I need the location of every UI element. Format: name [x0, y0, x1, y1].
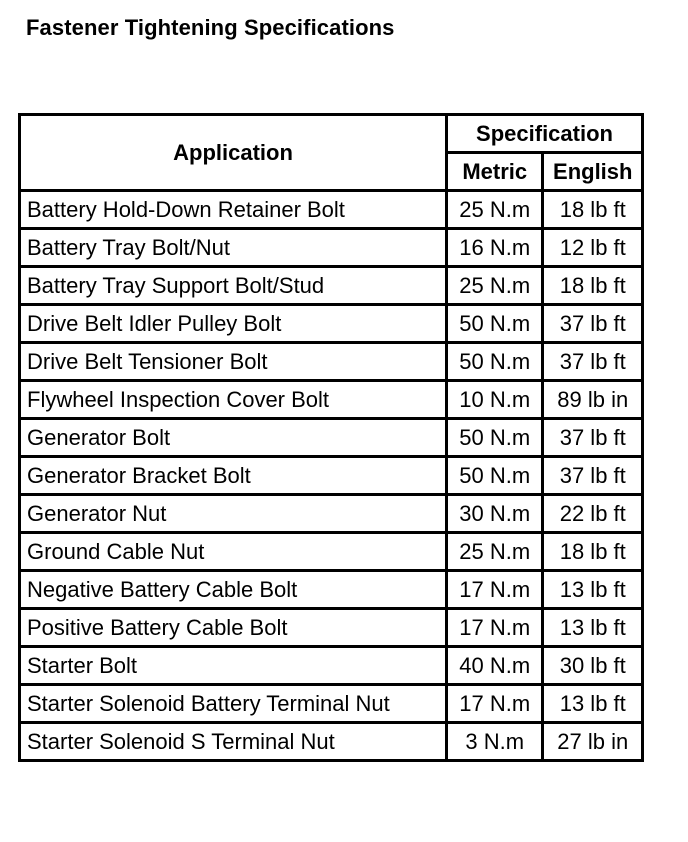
metric-cell: 16 N.m — [447, 229, 543, 267]
application-cell: Battery Hold-Down Retainer Bolt — [20, 191, 447, 229]
table-row — [20, 381, 643, 419]
table-row — [20, 419, 643, 457]
english-cell: 22 lb ft — [543, 495, 643, 533]
application-cell: Drive Belt Tensioner Bolt — [20, 343, 447, 381]
english-cell: 12 lb ft — [543, 229, 643, 267]
table-row — [20, 229, 643, 267]
application-cell: Generator Nut — [20, 495, 447, 533]
application-cell: Generator Bracket Bolt — [20, 457, 447, 495]
table-row — [20, 267, 643, 305]
english-cell: 18 lb ft — [543, 191, 643, 229]
metric-cell: 17 N.m — [447, 685, 543, 723]
english-cell: 18 lb ft — [543, 533, 643, 571]
english-cell: 30 lb ft — [543, 647, 643, 685]
metric-cell: 25 N.m — [447, 191, 543, 229]
application-cell: Negative Battery Cable Bolt — [20, 571, 447, 609]
fastener-spec-table — [18, 113, 644, 762]
english-cell: 37 lb ft — [543, 457, 643, 495]
table-row — [20, 457, 643, 495]
metric-cell: 50 N.m — [447, 343, 543, 381]
application-cell: Starter Solenoid S Terminal Nut — [20, 723, 447, 761]
metric-cell: 25 N.m — [447, 533, 543, 571]
application-cell: Battery Tray Support Bolt/Stud — [20, 267, 447, 305]
metric-cell: 50 N.m — [447, 305, 543, 343]
english-cell: 13 lb ft — [543, 609, 643, 647]
table-row — [20, 191, 643, 229]
metric-cell: 30 N.m — [447, 495, 543, 533]
header-english: English — [543, 153, 643, 191]
application-cell: Starter Solenoid Battery Terminal Nut — [20, 685, 447, 723]
application-cell: Ground Cable Nut — [20, 533, 447, 571]
english-cell: 89 lb in — [543, 381, 643, 419]
table-row — [20, 533, 643, 571]
metric-cell: 25 N.m — [447, 267, 543, 305]
table-row — [20, 305, 643, 343]
english-cell: 13 lb ft — [543, 571, 643, 609]
application-cell: Flywheel Inspection Cover Bolt — [20, 381, 447, 419]
application-cell: Positive Battery Cable Bolt — [20, 609, 447, 647]
english-cell: 27 lb in — [543, 723, 643, 761]
application-cell: Drive Belt Idler Pulley Bolt — [20, 305, 447, 343]
table-row — [20, 723, 643, 761]
metric-cell: 10 N.m — [447, 381, 543, 419]
english-cell: 13 lb ft — [543, 685, 643, 723]
application-cell: Starter Bolt — [20, 647, 447, 685]
table-row — [20, 647, 643, 685]
metric-cell: 3 N.m — [447, 723, 543, 761]
table-row — [20, 343, 643, 381]
table-row — [20, 571, 643, 609]
application-cell: Generator Bolt — [20, 419, 447, 457]
header-specification: Specification — [447, 115, 643, 153]
table-row — [20, 609, 643, 647]
english-cell: 18 lb ft — [543, 267, 643, 305]
english-cell: 37 lb ft — [543, 419, 643, 457]
metric-cell: 40 N.m — [447, 647, 543, 685]
metric-cell: 50 N.m — [447, 457, 543, 495]
application-cell: Battery Tray Bolt/Nut — [20, 229, 447, 267]
page-title: Fastener Tightening Specifications — [26, 15, 395, 40]
header-metric: Metric — [447, 153, 543, 191]
header-application: Application — [20, 115, 447, 191]
metric-cell: 17 N.m — [447, 571, 543, 609]
metric-cell: 17 N.m — [447, 609, 543, 647]
table-row — [20, 495, 643, 533]
metric-cell: 50 N.m — [447, 419, 543, 457]
english-cell: 37 lb ft — [543, 305, 643, 343]
english-cell: 37 lb ft — [543, 343, 643, 381]
table-row — [20, 685, 643, 723]
